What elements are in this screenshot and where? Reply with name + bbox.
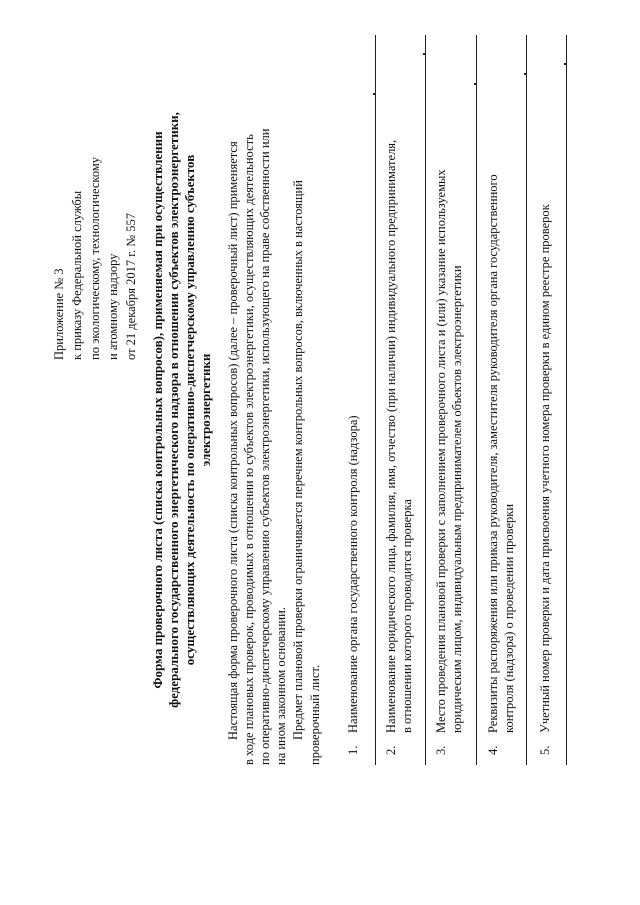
field-mark: [373, 93, 375, 95]
appendix-date: от 21 декабря 2017 г. № 557: [124, 212, 138, 360]
appendix-number: Приложение № 3: [52, 268, 66, 360]
title-line-4: электроэнергетики: [198, 353, 213, 467]
field-number: 4.: [486, 745, 500, 755]
field-mark: [524, 73, 526, 75]
field-mark: [474, 83, 476, 85]
field-label-line-1: Реквизиты распоряжения или приказа руководителя, заместителя руководителя органа государственного: [486, 174, 500, 733]
field-label-line-1: Наименование юридического лица, фамилия, имя, отчество (при наличии) индивидуального предпринимателя,: [384, 139, 398, 733]
field-number: 1.: [346, 745, 360, 755]
title-line-2: федерального государственного энергетического надзора в отношении субъектов электроэнергетики,: [166, 112, 181, 708]
field-label: Учетный номер проверки и дата присвоения учетного номера проверки в едином реестре проверок: [538, 204, 552, 733]
field-underline: [566, 35, 567, 765]
field-label-line-2: в отношении которого проводится проверка: [400, 499, 414, 733]
field-underline: [526, 35, 527, 765]
appendix-order: к приказу Федеральной службы: [70, 190, 84, 360]
title-line-1: Форма проверочного листа (списка контрольных вопросов), применяемая при осуществлении: [150, 131, 165, 689]
intro-p1-line-1: Настоящая форма проверочного листа (списка контрольных вопросов) (далее – проверочный лист) применяется: [226, 141, 240, 740]
field-label-line-1: Место проведения плановой проверки с заполнением проверочного листа и (или) указание используемых: [434, 169, 448, 733]
intro-p1-line-3: по оперативно-диспетчерскому управлению субъектов электроэнергетики, использующего на праве собственности или: [258, 128, 272, 765]
intro-p1-line-2: в ходе плановых проверок, проводимых в отношении ю субъектов электроэнергетики, осуществляющих деятельность: [242, 134, 256, 765]
field-underline: [425, 35, 426, 765]
appendix-service-cont: и атомному надзору: [106, 253, 120, 360]
intro-p1-line-4: на ином законном основании.: [274, 607, 288, 765]
title-line-3: осуществляющих деятельность по оперативно-диспетчерскому управлению субъектов: [182, 154, 197, 666]
appendix-service: по экологическому, технологическому: [88, 156, 102, 360]
field-underline: [375, 35, 376, 765]
field-mark: [564, 63, 566, 65]
field-number: 3.: [434, 745, 448, 755]
intro-p2-line-2: проверочный лист.: [308, 664, 322, 765]
field-underline: [476, 35, 477, 765]
field-label: Наименование органа государственного контроля (надзора): [346, 415, 360, 733]
field-mark: [423, 53, 425, 55]
field-label-line-2: юридическим лицом, индивидуальным предпринимателем объектов электроэнергетики: [450, 265, 464, 733]
field-number: 2.: [384, 745, 398, 755]
intro-p2-line-1: Предмет плановой проверки ограничивается перечнем контрольных вопросов, включенных в настоящий: [291, 180, 305, 740]
field-number: 5.: [538, 745, 552, 755]
field-label-line-2: контроля (надзора) о проведении проверки: [502, 503, 516, 733]
